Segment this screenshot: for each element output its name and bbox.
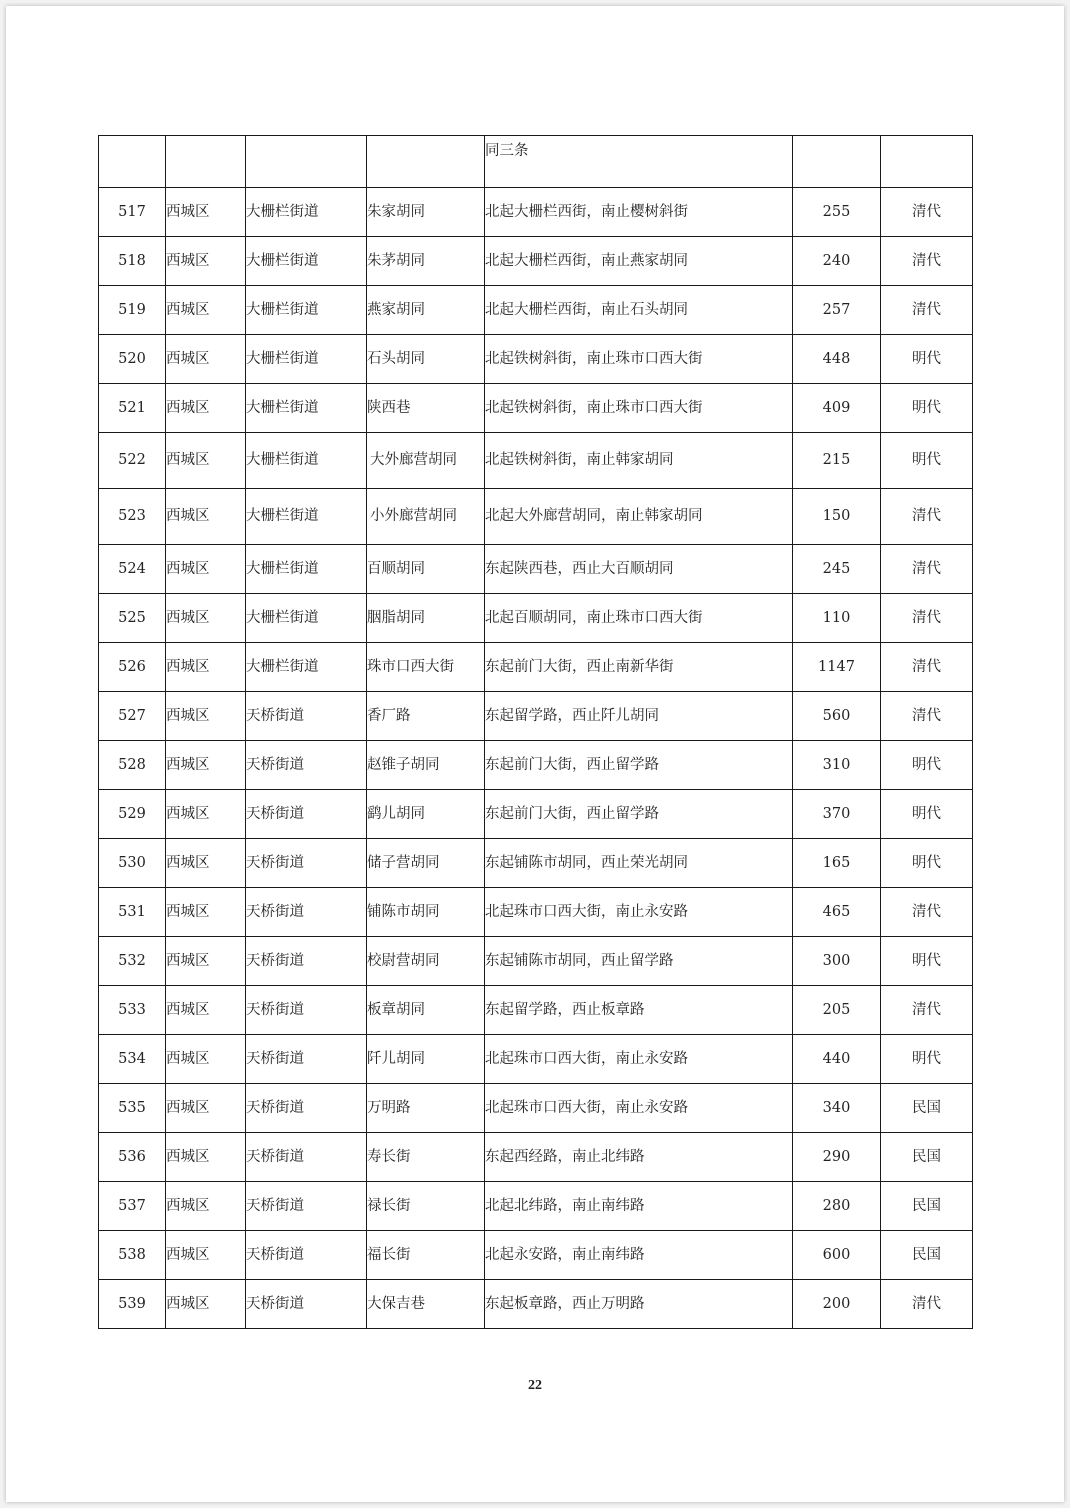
- district-cell: 西城区: [166, 188, 246, 237]
- district-cell: 西城区: [166, 237, 246, 286]
- street-cell: 天桥街道: [246, 1231, 367, 1280]
- row-number-cell: 528: [99, 741, 166, 790]
- location-cell: 北起北纬路，南止南纬路: [485, 1182, 793, 1231]
- district-cell: 西城区: [166, 937, 246, 986]
- row-number-cell: 533: [99, 986, 166, 1035]
- location-cell: 东起前门大街，西止南新华街: [485, 643, 793, 692]
- location-cell: 北起珠市口西大街，南止永安路: [485, 1035, 793, 1084]
- length-cell: 448: [793, 335, 881, 384]
- street-cell: 大栅栏街道: [246, 286, 367, 335]
- district-cell: 西城区: [166, 790, 246, 839]
- district-cell: 西城区: [166, 433, 246, 489]
- district-cell: 西城区: [166, 1231, 246, 1280]
- table-cell: [881, 136, 973, 188]
- district-cell: 西城区: [166, 692, 246, 741]
- row-number-cell: 539: [99, 1280, 166, 1329]
- street-cell: 天桥街道: [246, 839, 367, 888]
- length-cell: 440: [793, 1035, 881, 1084]
- district-cell: 西城区: [166, 594, 246, 643]
- street-cell: 天桥街道: [246, 937, 367, 986]
- length-cell: 205: [793, 986, 881, 1035]
- era-cell: 民国: [881, 1231, 973, 1280]
- table-row: [99, 188, 973, 237]
- era-cell: 清代: [881, 489, 973, 545]
- table-cell: [246, 136, 367, 188]
- era-cell: 明代: [881, 433, 973, 489]
- table-row: [99, 335, 973, 384]
- continuation-row: [99, 136, 973, 188]
- length-cell: 280: [793, 1182, 881, 1231]
- table-cell: [793, 136, 881, 188]
- era-cell: 清代: [881, 692, 973, 741]
- street-cell: 大栅栏街道: [246, 594, 367, 643]
- hutong-name-cell: 珠市口西大街: [367, 643, 485, 692]
- hutong-name-cell: 香厂路: [367, 692, 485, 741]
- location-cell: 北起大栅栏西街，南止石头胡同: [485, 286, 793, 335]
- location-cell: 东起铺陈市胡同，西止荣光胡同: [485, 839, 793, 888]
- row-number-cell: 537: [99, 1182, 166, 1231]
- hutong-name-cell: 板章胡同: [367, 986, 485, 1035]
- hutong-table: [98, 135, 973, 1329]
- table-body: [99, 136, 973, 1329]
- hutong-name-text: 小外廊营胡同: [370, 507, 457, 524]
- era-cell: 明代: [881, 1035, 973, 1084]
- era-cell: 明代: [881, 741, 973, 790]
- hutong-name-cell: 陕西巷: [367, 384, 485, 433]
- row-number-cell: 517: [99, 188, 166, 237]
- table-row: [99, 986, 973, 1035]
- row-number-cell: 535: [99, 1084, 166, 1133]
- table-row: [99, 433, 973, 489]
- district-cell: 西城区: [166, 888, 246, 937]
- district-cell: 西城区: [166, 643, 246, 692]
- hutong-name-cell: 禄长街: [367, 1182, 485, 1231]
- table-row: [99, 888, 973, 937]
- table-row: [99, 1133, 973, 1182]
- era-cell: 明代: [881, 384, 973, 433]
- street-cell: 天桥街道: [246, 888, 367, 937]
- length-cell: 340: [793, 1084, 881, 1133]
- street-cell: 天桥街道: [246, 1133, 367, 1182]
- location-cell: 北起珠市口西大街，南止永安路: [485, 1084, 793, 1133]
- length-cell: 370: [793, 790, 881, 839]
- length-cell: 600: [793, 1231, 881, 1280]
- street-cell: 天桥街道: [246, 692, 367, 741]
- table-cell: [99, 136, 166, 188]
- hutong-name-cell: 大保吉巷: [367, 1280, 485, 1329]
- row-number-cell: 526: [99, 643, 166, 692]
- street-cell: 大栅栏街道: [246, 643, 367, 692]
- era-cell: 清代: [881, 643, 973, 692]
- length-cell: 240: [793, 237, 881, 286]
- table-cell: [166, 136, 246, 188]
- era-cell: 清代: [881, 986, 973, 1035]
- hutong-name-cell: 朱家胡同: [367, 188, 485, 237]
- hutong-name-cell: 燕家胡同: [367, 286, 485, 335]
- hutong-name-cell: 校尉营胡同: [367, 937, 485, 986]
- row-number-cell: 523: [99, 489, 166, 545]
- street-cell: 大栅栏街道: [246, 433, 367, 489]
- table-row: [99, 1280, 973, 1329]
- street-cell: 天桥街道: [246, 1035, 367, 1084]
- page-number: 22: [528, 1378, 542, 1393]
- location-cell: 北起铁树斜街，南止韩家胡同: [485, 433, 793, 489]
- hutong-name-cell: 石头胡同: [367, 335, 485, 384]
- location-cell: 北起珠市口西大街，南止永安路: [485, 888, 793, 937]
- era-cell: 清代: [881, 1280, 973, 1329]
- street-cell: 天桥街道: [246, 1280, 367, 1329]
- era-cell: 明代: [881, 839, 973, 888]
- hutong-name-cell: 胭脂胡同: [367, 594, 485, 643]
- hutong-name-cell: 铺陈市胡同: [367, 888, 485, 937]
- row-number-cell: 530: [99, 839, 166, 888]
- era-cell: 清代: [881, 545, 973, 594]
- location-cell: 东起留学路，西止板章路: [485, 986, 793, 1035]
- length-cell: 290: [793, 1133, 881, 1182]
- district-cell: 西城区: [166, 384, 246, 433]
- hutong-name-cell: 储子营胡同: [367, 839, 485, 888]
- length-cell: 110: [793, 594, 881, 643]
- row-number-cell: 534: [99, 1035, 166, 1084]
- district-cell: 西城区: [166, 1084, 246, 1133]
- length-cell: 1147: [793, 643, 881, 692]
- era-cell: 民国: [881, 1133, 973, 1182]
- row-number-cell: 532: [99, 937, 166, 986]
- street-cell: 天桥街道: [246, 1182, 367, 1231]
- row-number-cell: 522: [99, 433, 166, 489]
- table-row: [99, 1084, 973, 1133]
- row-number-cell: 531: [99, 888, 166, 937]
- location-cell: 东起前门大街，西止留学路: [485, 741, 793, 790]
- location-cell: 东起西经路，南止北纬路: [485, 1133, 793, 1182]
- era-cell: 清代: [881, 237, 973, 286]
- table-row: [99, 839, 973, 888]
- row-number-cell: 518: [99, 237, 166, 286]
- row-number-cell: 525: [99, 594, 166, 643]
- table-row: [99, 1182, 973, 1231]
- era-cell: 民国: [881, 1084, 973, 1133]
- location-cell: 北起大外廊营胡同，南止韩家胡同: [485, 489, 793, 545]
- era-cell: 明代: [881, 937, 973, 986]
- era-cell: 民国: [881, 1182, 973, 1231]
- table-row: [99, 643, 973, 692]
- location-cell: 北起铁树斜街，南止珠市口西大街: [485, 335, 793, 384]
- table-row: [99, 1231, 973, 1280]
- district-cell: 西城区: [166, 335, 246, 384]
- street-cell: 大栅栏街道: [246, 188, 367, 237]
- table-row: [99, 790, 973, 839]
- row-number-cell: 521: [99, 384, 166, 433]
- length-cell: 150: [793, 489, 881, 545]
- street-cell: 大栅栏街道: [246, 335, 367, 384]
- street-cell: 天桥街道: [246, 986, 367, 1035]
- row-number-cell: 524: [99, 545, 166, 594]
- street-cell: 天桥街道: [246, 741, 367, 790]
- district-cell: 西城区: [166, 839, 246, 888]
- location-cell: 东起留学路，西止阡儿胡同: [485, 692, 793, 741]
- table-row: [99, 286, 973, 335]
- continuation-location-cell: 同三条: [485, 136, 793, 188]
- table-row: [99, 237, 973, 286]
- location-cell: 北起百顺胡同，南止珠市口西大街: [485, 594, 793, 643]
- table-row: [99, 545, 973, 594]
- location-cell: 北起永安路，南止南纬路: [485, 1231, 793, 1280]
- hutong-name-cell: 阡儿胡同: [367, 1035, 485, 1084]
- era-cell: 清代: [881, 188, 973, 237]
- row-number-cell: 529: [99, 790, 166, 839]
- era-cell: 明代: [881, 790, 973, 839]
- district-cell: 西城区: [166, 1182, 246, 1231]
- location-cell: 东起陕西巷，西止大百顺胡同: [485, 545, 793, 594]
- hutong-name-cell: 万明路: [367, 1084, 485, 1133]
- street-cell: 大栅栏街道: [246, 489, 367, 545]
- location-cell: 北起大栅栏西街，南止燕家胡同: [485, 237, 793, 286]
- table-row: [99, 384, 973, 433]
- district-cell: 西城区: [166, 286, 246, 335]
- district-cell: 西城区: [166, 741, 246, 790]
- hutong-name-cell: [367, 489, 485, 545]
- location-cell: 北起铁树斜街，南止珠市口西大街: [485, 384, 793, 433]
- row-number-cell: 519: [99, 286, 166, 335]
- location-cell: 东起铺陈市胡同，西止留学路: [485, 937, 793, 986]
- table-row: [99, 692, 973, 741]
- street-cell: 大栅栏街道: [246, 237, 367, 286]
- hutong-name-cell: 福长街: [367, 1231, 485, 1280]
- table-row: [99, 594, 973, 643]
- length-cell: 165: [793, 839, 881, 888]
- length-cell: 255: [793, 188, 881, 237]
- row-number-cell: 520: [99, 335, 166, 384]
- table-row: [99, 741, 973, 790]
- street-cell: 天桥街道: [246, 1084, 367, 1133]
- district-cell: 西城区: [166, 1035, 246, 1084]
- hutong-name-cell: 赵锥子胡同: [367, 741, 485, 790]
- location-cell: 东起前门大街，西止留学路: [485, 790, 793, 839]
- length-cell: 310: [793, 741, 881, 790]
- location-cell: 北起大栅栏西街，南止樱树斜街: [485, 188, 793, 237]
- district-cell: 西城区: [166, 545, 246, 594]
- length-cell: 245: [793, 545, 881, 594]
- table-cell: [367, 136, 485, 188]
- table-row: [99, 937, 973, 986]
- era-cell: 明代: [881, 335, 973, 384]
- length-cell: 465: [793, 888, 881, 937]
- district-cell: 西城区: [166, 1280, 246, 1329]
- district-cell: 西城区: [166, 986, 246, 1035]
- hutong-name-cell: [367, 433, 485, 489]
- length-cell: 409: [793, 384, 881, 433]
- table-row: [99, 489, 973, 545]
- length-cell: 215: [793, 433, 881, 489]
- hutong-name-cell: 百顺胡同: [367, 545, 485, 594]
- street-cell: 大栅栏街道: [246, 545, 367, 594]
- hutong-name-text: 大外廊营胡同: [370, 451, 457, 468]
- length-cell: 257: [793, 286, 881, 335]
- hutong-name-cell: 朱茅胡同: [367, 237, 485, 286]
- street-cell: 大栅栏街道: [246, 384, 367, 433]
- row-number-cell: 538: [99, 1231, 166, 1280]
- document-page: [6, 6, 1064, 1502]
- table-row: [99, 1035, 973, 1084]
- district-cell: 西城区: [166, 489, 246, 545]
- era-cell: 清代: [881, 286, 973, 335]
- length-cell: 200: [793, 1280, 881, 1329]
- era-cell: 清代: [881, 888, 973, 937]
- row-number-cell: 527: [99, 692, 166, 741]
- street-cell: 天桥街道: [246, 790, 367, 839]
- length-cell: 560: [793, 692, 881, 741]
- era-cell: 清代: [881, 594, 973, 643]
- hutong-name-cell: 寿长街: [367, 1133, 485, 1182]
- hutong-name-cell: 鹞儿胡同: [367, 790, 485, 839]
- district-cell: 西城区: [166, 1133, 246, 1182]
- row-number-cell: 536: [99, 1133, 166, 1182]
- length-cell: 300: [793, 937, 881, 986]
- location-cell: 东起板章路，西止万明路: [485, 1280, 793, 1329]
